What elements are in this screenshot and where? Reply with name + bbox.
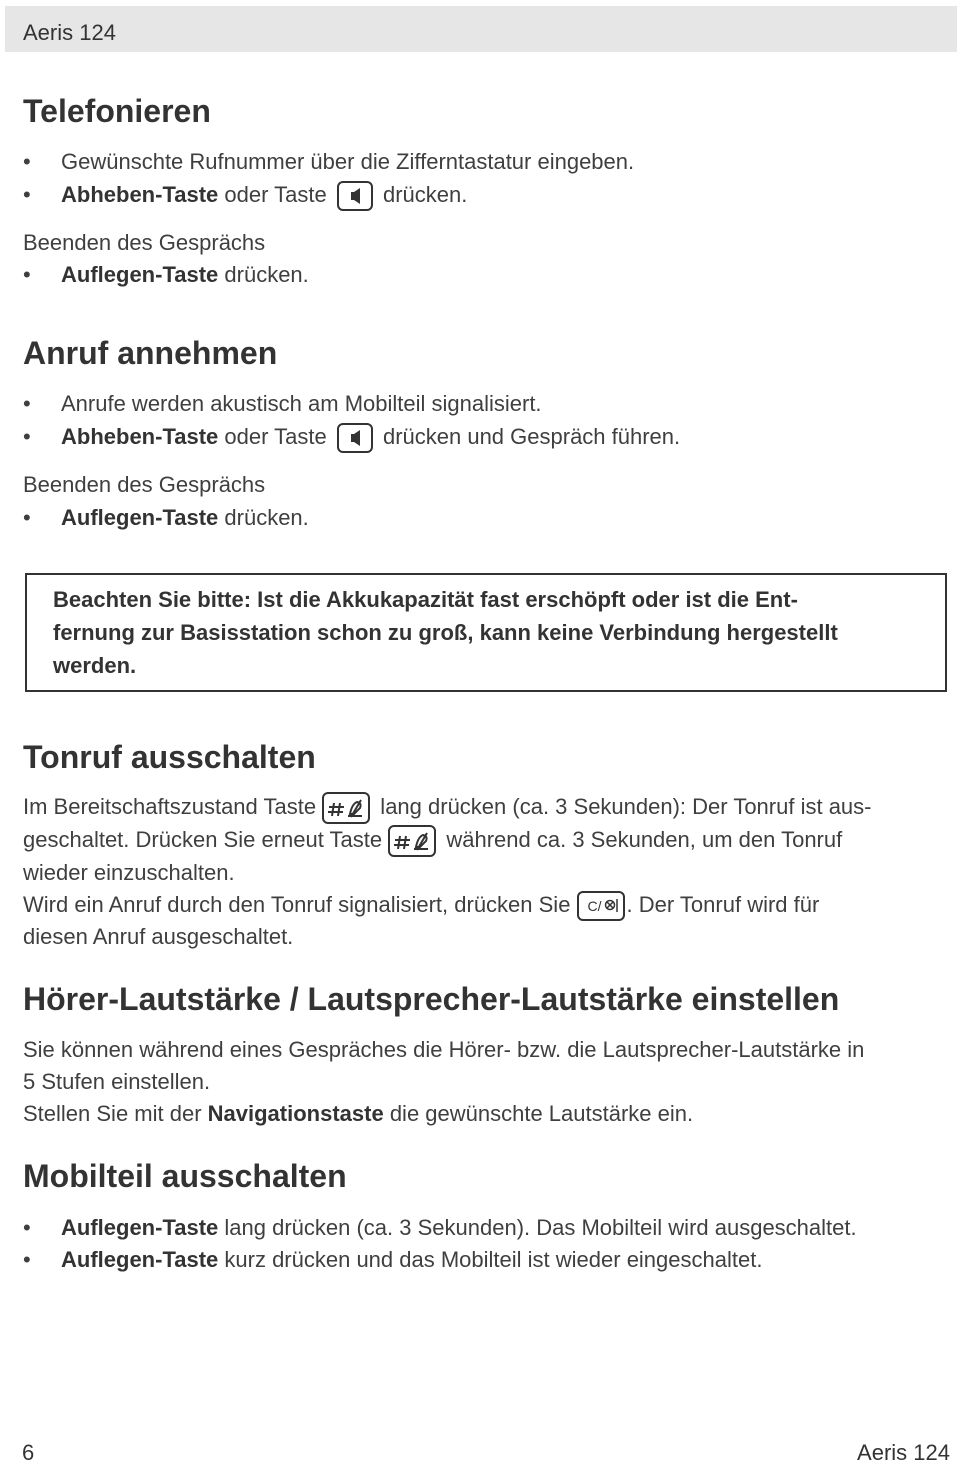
note-line: fernung zur Basisstation schon zu groß, kann keine Verbindung hergestellt [53, 620, 838, 645]
speaker-key-icon [337, 181, 373, 211]
paragraph-line [23, 824, 842, 857]
header-title: Aeris 124 [23, 20, 116, 45]
text-fragment: oder Taste [218, 182, 333, 207]
list-item-text [61, 259, 309, 291]
text-fragment: drücken. [376, 182, 468, 207]
key-name: Abheben-Taste [61, 182, 219, 207]
note-box [25, 573, 947, 692]
list-item-text [61, 502, 309, 534]
text-fragment: die gewünschte Lautstärke ein. [383, 1101, 694, 1126]
list-item-text [61, 1244, 762, 1276]
paragraph-line: 5 Stufen einstellen. [23, 1069, 211, 1094]
speaker-key-icon [337, 423, 373, 453]
bullet-mark: • [23, 262, 31, 287]
text-fragment: Im Bereitschaftszustand Taste [23, 794, 323, 819]
key-name: Navigationstaste [207, 1101, 384, 1126]
text-fragment: lang drücken (ca. 3 Sekunden). Das Mobilteil wird ausgeschaltet. [218, 1215, 857, 1240]
note-text [53, 583, 923, 682]
text-fragment: während ca. 3 Sekunden, um den Tonruf [440, 827, 843, 852]
header-bar [5, 6, 957, 52]
footer-page-number: 6 [22, 1440, 35, 1465]
text-fragment: drücken. [218, 505, 309, 530]
end-call-label: Beenden des Gesprächs [23, 230, 266, 255]
hash-mute-key-icon [388, 825, 436, 857]
bullet-mark: • [23, 424, 31, 449]
note-line: Beachten Sie bitte: Ist die Akkukapazität fast erschöpft oder ist die Ent- [53, 587, 798, 612]
paragraph-line: diesen Anruf ausgeschaltet. [23, 924, 294, 949]
section-heading-telefonieren: Telefonieren [23, 93, 211, 129]
paragraph-line [23, 889, 819, 921]
list-item-text [61, 179, 467, 211]
text-fragment: kurz drücken und das Mobilteil ist wieder eingeschaltet. [218, 1247, 763, 1272]
paragraph-line [23, 1098, 693, 1130]
text-fragment: Wird ein Anruf durch den Tonruf signalisiert, drücken Sie [23, 892, 577, 917]
list-item-text [61, 421, 680, 453]
text-fragment: drücken. [218, 262, 309, 287]
paragraph-line: Sie können während eines Gespräches die Hörer- bzw. die Lautsprecher-Lautstärke in [23, 1037, 865, 1062]
key-name: Auflegen-Taste [61, 262, 219, 287]
key-name: Auflegen-Taste [61, 505, 219, 530]
clear-key-icon [577, 891, 625, 921]
text-fragment: lang drücken (ca. 3 Sekunden): Der Tonruf ist aus- [374, 794, 872, 819]
list-item-text: Gewünschte Rufnummer über die Zifferntastatur eingeben. [61, 149, 635, 174]
section-heading-anruf: Anruf annehmen [23, 335, 278, 371]
text-fragment: drücken und Gespräch führen. [376, 424, 681, 449]
bullet-mark: • [23, 391, 31, 416]
bullet-mark: • [23, 1247, 31, 1272]
footer-title: Aeris 124 [857, 1440, 950, 1465]
section-heading-tonruf: Tonruf ausschalten [23, 739, 316, 775]
paragraph-line [23, 791, 872, 824]
text-fragment: Stellen Sie mit der [23, 1101, 208, 1126]
section-heading-lautstaerke: Hörer-Lautstärke / Lautsprecher-Lautstärke einstellen [23, 981, 840, 1017]
text-fragment: . Der Tonruf wird für [626, 892, 820, 917]
section-heading-mobilteil: Mobilteil ausschalten [23, 1158, 347, 1194]
key-name: Abheben-Taste [61, 424, 219, 449]
bullet-mark: • [23, 505, 31, 530]
paragraph-line: wieder einzuschalten. [23, 860, 235, 885]
key-name: Auflegen-Taste [61, 1215, 219, 1240]
bullet-mark: • [23, 1215, 31, 1240]
end-call-label: Beenden des Gesprächs [23, 472, 266, 497]
list-item-text: Anrufe werden akustisch am Mobilteil signalisiert. [61, 391, 542, 416]
text-fragment: geschaltet. Drücken Sie erneut Taste [23, 827, 389, 852]
clear-key-label: C/ [587, 898, 602, 915]
hash-mute-key-icon [322, 792, 370, 824]
key-name: Auflegen-Taste [61, 1247, 219, 1272]
bullet-mark: • [23, 182, 31, 207]
bullet-mark: • [23, 149, 31, 174]
list-item-text [61, 1212, 857, 1244]
text-fragment: oder Taste [218, 424, 333, 449]
note-line: werden. [53, 653, 137, 678]
